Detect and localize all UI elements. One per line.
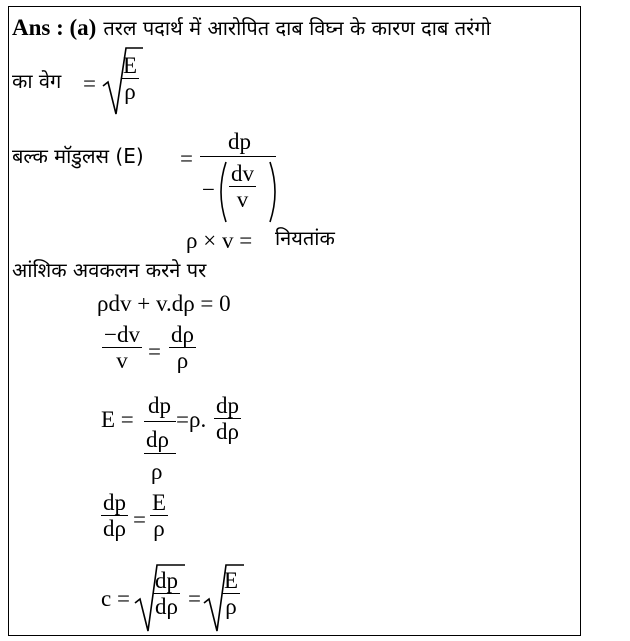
answer-label: Ans : (a)	[12, 15, 97, 40]
numerator-dv: dv	[231, 161, 254, 186]
answer-line-1	[12, 16, 491, 40]
fraction-dp-drho	[101, 490, 128, 541]
minus-sign: −	[202, 177, 215, 202]
numerator-dp: dp	[103, 490, 126, 515]
equals-sign: =	[148, 339, 161, 364]
numerator-dp: dp	[148, 393, 171, 418]
numerator-E: E	[152, 490, 167, 515]
answer-box	[8, 6, 581, 636]
denominator-rho: ρ	[124, 79, 136, 104]
denominator-drho: dρ	[216, 419, 239, 444]
equals-sign: =	[83, 71, 96, 96]
numerator-dp: dp	[155, 568, 178, 593]
inner-denominator-drho: dρ	[146, 427, 169, 452]
numerator-dp: dp	[216, 393, 239, 418]
denominator-drho: dρ	[103, 516, 126, 541]
denominator-drho: dρ	[155, 594, 178, 619]
equals-sign: =	[180, 146, 193, 171]
denominator-rho: ρ	[225, 594, 237, 619]
denominator-rho: ρ	[176, 348, 189, 373]
denominator-v: v	[236, 187, 249, 212]
numerator-E: E	[123, 53, 138, 78]
E-equals: E =	[101, 407, 134, 432]
fraction-neg-dv-v	[102, 322, 142, 373]
fraction-E-rho	[150, 490, 168, 541]
constant-equation: ρ × v =	[186, 228, 253, 253]
fraction-bar	[144, 453, 176, 454]
fraction-dp-drho	[214, 393, 241, 444]
fraction-E-rho	[121, 53, 139, 104]
constant-word: नियतांक	[275, 226, 335, 250]
velocity-label: का वेग	[12, 69, 62, 93]
bulk-modulus-label: बल्क मॉडुलस (E)	[12, 144, 144, 168]
fraction-E-rho	[222, 568, 240, 619]
fraction-bar	[144, 421, 176, 422]
numerator-E: E	[224, 568, 239, 593]
fraction-bar	[200, 156, 276, 157]
partial-diff-text: आंशिक अवकलन करने पर	[12, 258, 207, 282]
equals-rho-dot: =ρ.	[176, 407, 207, 432]
numerator-neg-dv: −dv	[104, 322, 140, 347]
fraction-dv-v	[229, 161, 256, 212]
fraction-drho-rho	[169, 322, 196, 373]
equals-sign: =	[188, 586, 201, 611]
fraction-dp-drho	[153, 568, 180, 619]
equals-sign: =	[133, 507, 146, 532]
denominator-rho: ρ	[151, 459, 163, 484]
differential-equation: ρdv + v.dρ = 0	[97, 291, 231, 316]
intro-text: तरल पदार्थ में आरोपित दाब विघ्न के कारण दाब तरंगो	[103, 16, 491, 40]
c-equals: c =	[101, 586, 130, 611]
denominator-rho: ρ	[153, 516, 165, 541]
numerator-dp: dp	[228, 129, 251, 154]
numerator-drho: dρ	[171, 322, 194, 347]
denominator-v: v	[116, 348, 128, 373]
